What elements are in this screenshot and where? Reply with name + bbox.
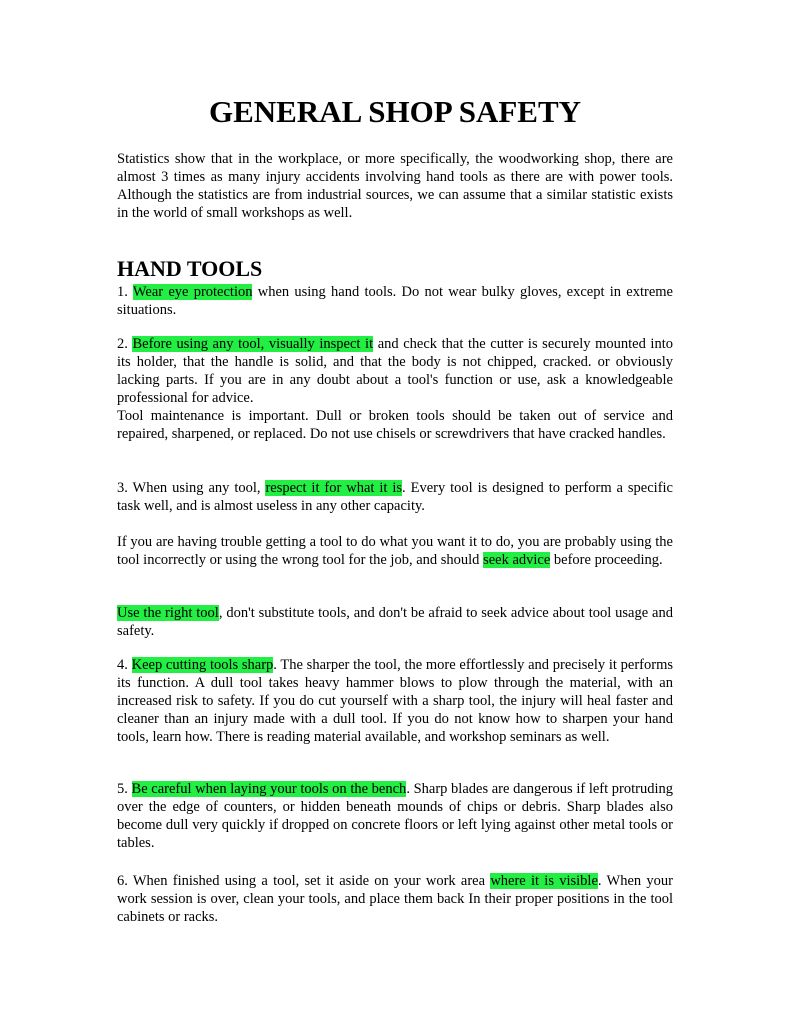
highlighted-text: Before using any tool, visually inspect it bbox=[132, 336, 374, 352]
paragraph-text: . When your work session is over, clean your tools, and place them back In their proper positions in the tool cabinets or racks. bbox=[117, 873, 673, 925]
paragraph-4 bbox=[117, 533, 673, 569]
paragraph-3 bbox=[117, 479, 673, 515]
highlighted-text: where it is visible bbox=[490, 873, 598, 889]
paragraph-8 bbox=[117, 872, 673, 926]
paragraph-text: . Sharp blades are dangerous if left protruding over the edge of counters, or hidden beneath mounds of chips or debris. Sharp blades also become dull very quickly if dropped on concrete floors or left lying against other metal tools or tables. bbox=[117, 781, 674, 851]
paragraph-text: If you are having trouble getting a tool to do what you want it to do, you are probably using the tool incorrectly or using the wrong tool for the job, and should bbox=[117, 534, 673, 568]
paragraph-1 bbox=[117, 283, 673, 319]
paragraph-6 bbox=[117, 656, 673, 746]
paragraph-text: , don't substitute tools, and don't be afraid to seek advice about tool usage and safety. bbox=[117, 605, 673, 639]
paragraph-text: 5. bbox=[117, 781, 132, 797]
paragraph-text: when using hand tools. Do not wear bulky gloves, except in extreme situations. bbox=[117, 284, 673, 318]
highlighted-text: Be careful when laying your tools on the bench bbox=[131, 781, 407, 797]
intro-paragraph: Statistics show that in the workplace, or more specifically, the woodworking shop, there are almost 3 times as many injury accidents involving hand tools as there are with power tools. Although the statistics are from industrial sources, we can assume that a similar statistic exists in the world of small workshops as well. bbox=[117, 151, 673, 221]
page-title: GENERAL SHOP SAFETY bbox=[208, 94, 582, 129]
highlighted-text: Wear eye protection bbox=[132, 284, 253, 300]
highlighted-text: respect it for what it is bbox=[265, 480, 403, 496]
section-heading: HAND TOOLS bbox=[117, 256, 263, 281]
paragraph-text: 2. bbox=[117, 336, 133, 352]
paragraph-text: . Every tool is designed to perform a specific task well, and is almost useless in any other capacity. bbox=[117, 480, 673, 514]
paragraph-text: 1. bbox=[117, 284, 133, 300]
paragraph-continuation: Tool maintenance is important. Dull or broken tools should be taken out of service and repaired, sharpened, or replaced. Do not use chisels or screwdrivers that have cracked handles. bbox=[117, 408, 673, 442]
highlighted-text: Use the right tool bbox=[117, 605, 219, 621]
highlighted-text: seek advice bbox=[483, 552, 551, 568]
paragraph-text: 4. bbox=[117, 657, 132, 673]
highlighted-text: Keep cutting tools sharp bbox=[131, 657, 274, 673]
paragraph-7 bbox=[117, 780, 673, 852]
paragraph-text: 3. When using any tool, bbox=[117, 480, 266, 496]
paragraph-2 bbox=[117, 335, 673, 443]
paragraph-text: and check that the cutter is securely mounted into its holder, that the handle is solid, and that the body is not chipped, cracked. or obviously lacking parts. If you are in any doubt about a tool's function or use, ask a knowledgeable professional for advice. bbox=[117, 336, 673, 406]
paragraph-text: . The sharper the tool, the more effortlessly and precisely it performs its function. A dull tool takes heavy hammer blows to plow through the material, with an increased risk to safety. If you do cut yourself with a sharp tool, the injury will heal faster and cleaner than an injury made with a dull tool. If you do not know how to sharpen your hand tools, learn how. There is reading material available, and workshop seminars as well. bbox=[117, 657, 673, 745]
paragraph-5 bbox=[117, 604, 673, 640]
paragraph-text: before proceeding. bbox=[550, 552, 663, 568]
paragraph-text: 6. When finished using a tool, set it aside on your work area bbox=[117, 873, 491, 889]
